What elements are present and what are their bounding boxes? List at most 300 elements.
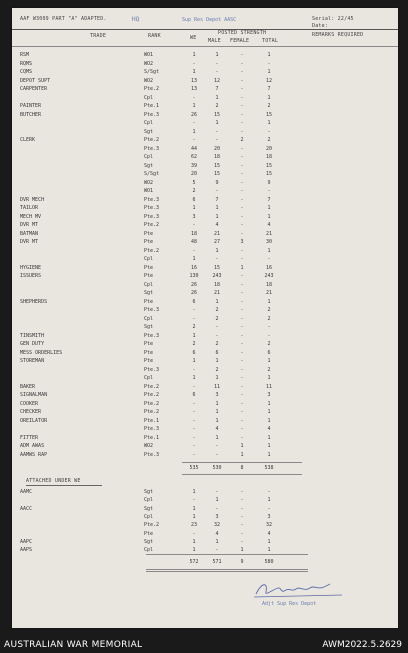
cell-rank: Pte.3 [144,196,160,203]
cell-female: 2 [240,137,244,143]
cell-we: 1 [192,52,196,58]
cell-we: 1 [192,128,196,135]
attached-heading: ATTACHED UNDER WE [26,478,81,484]
cell-we: 18 [190,230,198,237]
cell-total: 1 [267,213,271,220]
cell-rank: WO2 [144,77,154,84]
cell-rank: Pte.2 [144,86,160,92]
cell-male: 1 [215,400,219,407]
cell-total: 20 [265,145,273,152]
col-remarks: REMARKS REQUIRED [312,32,364,38]
cell-male: - [215,451,219,458]
cell-rank: Pte [144,341,154,347]
subtotal-rule [182,462,302,463]
cell-we: 2 [192,324,196,330]
table-row [12,316,398,324]
cell-rank: Sgt [144,290,154,296]
cell-trade: SIGNALMAN [20,392,48,398]
cell-female: - [240,434,244,441]
cell-female: - [240,522,244,529]
table-row [12,341,398,349]
cell-male: 15 [213,111,221,118]
cell-total: - [267,505,271,512]
cell-we: 26 [190,111,198,118]
cell-rank: Cpl [144,281,154,288]
table-row [12,367,398,375]
cell-female: - [240,256,244,262]
table-row [12,375,398,383]
cell-total: 1 [267,409,271,415]
col-we: WE [190,35,197,41]
cell-total: 4 [267,530,271,537]
table-row [12,401,398,409]
table-row [12,531,398,539]
cell-male: 18 [213,281,221,288]
grand-total-female: 9 [240,559,244,565]
cell-we: 1 [192,547,196,554]
table-row [12,248,398,256]
cell-rank: Pte.2 [144,383,160,390]
cell-male: 15 [213,264,221,271]
cell-male: 2 [215,366,219,373]
cell-female: - [240,307,244,313]
table-row [12,307,398,315]
cell-total: - [267,128,271,135]
cell-female: 1 [240,547,244,554]
cell-total: - [267,324,271,330]
cell-female: - [240,513,244,520]
table-row [12,333,398,341]
cell-rank: Pte [144,349,154,356]
table-row [12,418,398,426]
cell-total: 4 [267,222,271,228]
table-row [12,409,398,417]
cell-female: - [240,162,244,169]
cell-total: 1 [267,120,271,126]
cell-total: - [267,256,271,262]
cell-rank: Pte.1 [144,103,160,109]
document-page [12,8,398,628]
cell-male: 20 [213,145,221,152]
cell-female: - [240,358,244,364]
cell-rank: Sgt [144,324,154,330]
cell-female: - [240,366,244,373]
col-male: MALE [208,38,221,44]
cell-we: - [192,426,196,432]
cell-rank: Pte.3 [144,366,160,373]
cell-female: - [240,332,244,339]
cell-trade: SHEPHERDS [20,298,48,305]
cell-male: - [215,489,219,495]
cell-rank: S/Sgt [144,171,160,177]
cell-total: 2 [267,307,271,313]
cell-we: 5 [192,179,196,186]
cell-we: - [192,443,196,449]
cell-total: 6 [267,349,271,356]
cell-rank: Cpl [144,154,154,160]
cell-rank: Sgt [144,505,154,512]
cell-male: 2 [215,341,219,347]
cell-rank: Pte.2 [144,247,160,254]
cell-female: 1 [240,451,244,458]
cell-male: - [215,137,219,143]
cell-male: - [215,324,219,330]
table-row [12,61,398,69]
cell-we: 6 [192,349,196,356]
col-rank: RANK [148,33,161,39]
subtotal-underline [182,474,302,475]
cell-we: - [192,434,196,441]
cell-rank: Cpl [144,497,154,504]
cell-total: 32 [265,522,273,529]
cell-trade: TINSMITH [20,332,45,339]
cell-total: 1 [267,247,271,254]
grand-total-rule [146,554,308,555]
cell-male: - [215,60,219,67]
cell-trade: BAKER [20,383,36,390]
cell-female: - [240,196,244,203]
cell-female: - [240,205,244,211]
cell-total: 2 [267,366,271,373]
cell-rank: Pte.2 [144,400,160,407]
cell-rank: Sgt [144,128,154,135]
cell-trade: DEPOT SUPT [20,77,51,84]
cell-total: 1 [267,434,271,441]
cell-female: - [240,247,244,254]
cell-total: 15 [265,111,273,118]
cell-female: - [240,120,244,126]
table-row [12,146,398,154]
table-row [12,163,398,171]
cell-male: 12 [213,77,221,84]
table-row [12,273,398,281]
cell-female: 1 [240,264,244,271]
cell-male: 1 [215,375,219,381]
cell-trade: OREILATOR [20,417,48,424]
table-row [12,290,398,298]
table-row [12,489,398,497]
grand-total-total: 580 [264,559,274,565]
cell-we: - [192,530,196,537]
cell-trade: ADM AWAS [20,443,45,449]
table-row [12,112,398,120]
cell-trade: AACC [20,505,33,512]
cell-rank: Pte.3 [144,332,160,339]
cell-female: - [240,298,244,305]
table-row [12,129,398,137]
footer-accession-number: AWM2022.5.2629 [322,640,402,650]
table-row [12,78,398,86]
table-row [12,435,398,443]
cell-total: - [267,489,271,495]
table-row [12,171,398,179]
cell-rank: S/Sgt [144,69,160,75]
cell-rank: Pte [144,530,154,537]
cell-we: 6 [192,298,196,305]
cell-male: 2 [215,315,219,322]
cell-female: - [240,94,244,101]
cell-trade: CHECKER [20,409,42,415]
cell-total: 1 [267,538,271,545]
attached-heading-underline [26,485,102,486]
cell-trade: AAMWS RAP [20,451,48,458]
cell-rank: WO1 [144,188,154,194]
cell-we: 26 [190,290,198,296]
cell-male: 1 [215,120,219,126]
cell-total: 1 [267,400,271,407]
table-row [12,506,398,514]
cell-we: 16 [190,264,198,271]
cell-rank: Pte.3 [144,213,160,220]
table-row [12,214,398,222]
table-row [12,443,398,451]
cell-we: 6 [192,392,196,398]
footer-institution: AUSTRALIAN WAR MEMORIAL [4,640,143,650]
cell-we: 1 [192,505,196,512]
cell-trade: DVR MT [20,222,39,228]
cell-male: - [215,256,219,262]
cell-we: 23 [190,522,198,529]
cell-rank: Pte.2 [144,222,160,228]
cell-female: - [240,273,244,279]
cell-female: - [240,349,244,356]
table-row [12,265,398,273]
cell-total: 243 [264,273,274,279]
cell-female: - [240,154,244,160]
cell-male: 1 [215,52,219,58]
cell-we: 44 [190,145,198,152]
grand-total-underline-2 [146,571,308,572]
table-row [12,282,398,290]
col-female: FEMALE [230,38,250,44]
cell-total: 18 [265,154,273,160]
cell-female: - [240,324,244,330]
cell-total: 18 [265,281,273,288]
cell-trade: BATMAN [20,230,39,237]
cell-trade: STOREMAN [20,358,45,364]
cell-male: 7 [215,196,219,203]
cell-female: - [240,222,244,228]
cell-rank: Pte [144,273,154,279]
cell-rank: Cpl [144,513,154,520]
cell-rank: Pte [144,264,154,271]
cell-male: 15 [213,171,221,177]
cell-we: - [192,400,196,407]
table-row [12,497,398,505]
cell-male: 21 [213,290,221,296]
cell-total: 7 [267,196,271,203]
cell-trade: CQMS [20,69,33,75]
cell-total: 15 [265,162,273,169]
table-row [12,426,398,434]
cell-total: 2 [267,315,271,322]
cell-total: 1 [267,497,271,504]
cell-trade: MESS ORDERLIES [20,349,63,356]
cell-male: 1 [215,298,219,305]
grand-total-we: 572 [189,559,199,565]
cell-total: 1 [267,298,271,305]
cell-female: - [240,417,244,424]
table-row [12,324,398,332]
cell-male: 27 [213,239,221,245]
cell-we: 1 [192,513,196,520]
cell-trade: BUTCHER [20,111,42,118]
cell-total: 12 [265,77,273,84]
cell-male: - [215,505,219,512]
cell-female: - [240,103,244,109]
table-row [12,154,398,162]
cell-we: 1 [192,358,196,364]
table-row [12,86,398,94]
cell-female: - [240,128,244,135]
cell-total: 21 [265,230,273,237]
cell-we: 1 [192,538,196,545]
cell-we: 1 [192,69,196,75]
cell-male: 21 [213,230,221,237]
cell-female: - [240,497,244,504]
cell-rank: Pte.3 [144,145,160,152]
signature-block: Adjt Sup Res Depot [262,601,317,607]
grand-total-male: 571 [212,559,222,565]
cell-male: 1 [215,94,219,101]
cell-rank: Pte [144,298,154,305]
cell-rank: Cpl [144,315,154,322]
cell-trade: HYGIENE [20,264,42,271]
cell-male: - [215,547,219,554]
cell-we: - [192,94,196,101]
cell-total: 1 [267,417,271,424]
table-row [12,205,398,213]
cell-total: 1 [267,94,271,101]
cell-male: 4 [215,222,219,228]
cell-rank: Pte [144,230,154,237]
cell-trade: CLERK [20,137,36,143]
handwritten-signature [252,578,352,600]
table-row [12,222,398,230]
cell-male: - [215,69,219,75]
cell-we: - [192,222,196,228]
cell-we: 1 [192,103,196,109]
cell-trade: AAMC [20,489,33,495]
cell-male: 1 [215,538,219,545]
cell-total: 1 [267,451,271,458]
cell-female: - [240,538,244,545]
table-row [12,120,398,128]
cell-male: 3 [215,392,219,398]
cell-we: 1 [192,375,196,381]
cell-male: - [215,188,219,194]
cell-male: - [215,128,219,135]
cell-we: 39 [190,162,198,169]
cell-rank: Sgt [144,489,154,495]
cell-we: - [192,417,196,424]
table-row [12,95,398,103]
cell-male: 1 [215,434,219,441]
cell-female: 3 [240,239,244,245]
cell-rank: Pte.3 [144,205,160,211]
cell-total: - [267,60,271,67]
grand-total-row [12,559,398,567]
cell-we: - [192,307,196,313]
cell-rank: WO2 [144,60,154,67]
cell-rank: Pte.3 [144,111,160,118]
cell-male: 2 [215,103,219,109]
cell-male: 1 [215,247,219,254]
cell-female: - [240,77,244,84]
table-row [12,522,398,530]
cell-we: 1 [192,205,196,211]
table-row [12,384,398,392]
cell-total: 7 [267,86,271,92]
cell-we: 6 [192,196,196,203]
cell-male: 11 [213,383,221,390]
table-row [12,358,398,366]
cell-female: - [240,290,244,296]
table-row [12,239,398,247]
cell-total: 11 [265,383,273,390]
cell-we: 1 [192,489,196,495]
col-trade: TRADE [90,33,107,39]
cell-female: - [240,409,244,415]
cell-male: 7 [215,86,219,92]
cell-female: - [240,179,244,186]
cell-trade: DVR MECH [20,196,45,203]
cell-we: - [192,247,196,254]
cell-total: 3 [267,392,271,398]
cell-female: - [240,171,244,177]
cell-we: - [192,409,196,415]
cell-trade: MECH MV [20,213,42,220]
cell-total: 15 [265,171,273,177]
cell-trade: TAILOR [20,205,39,211]
cell-trade: COOKER [20,400,39,407]
cell-female: - [240,230,244,237]
cell-female: - [240,400,244,407]
cell-total: 2 [267,137,271,143]
cell-female: - [240,213,244,220]
cell-male: 18 [213,154,221,160]
cell-total: 2 [267,341,271,347]
cell-female: - [240,426,244,432]
cell-rank: Pte.1 [144,434,160,441]
cell-female: - [240,60,244,67]
table-row [12,514,398,522]
cell-female: - [240,69,244,75]
cell-we: - [192,60,196,67]
cell-female: - [240,188,244,194]
cell-we: - [192,315,196,322]
cell-we: 1 [192,332,196,339]
cell-rank: WO1 [144,52,154,58]
cell-we: - [192,366,196,373]
cell-we: - [192,120,196,126]
cell-rank: Pte.3 [144,426,160,432]
table-row [12,137,398,145]
cell-we: - [192,497,196,504]
col-posted-strength: POSTED STRENGTH [218,30,267,36]
cell-female: - [240,383,244,390]
cell-rank: Pte.2 [144,137,160,143]
cell-we: 62 [190,154,198,160]
table-row [12,188,398,196]
cell-male: - [215,443,219,449]
cell-male: 1 [215,409,219,415]
cell-trade: RSM [20,52,30,58]
date-field: Date: [312,23,329,29]
cell-total: 4 [267,426,271,432]
cell-we: 48 [190,239,198,245]
table-row [12,299,398,307]
